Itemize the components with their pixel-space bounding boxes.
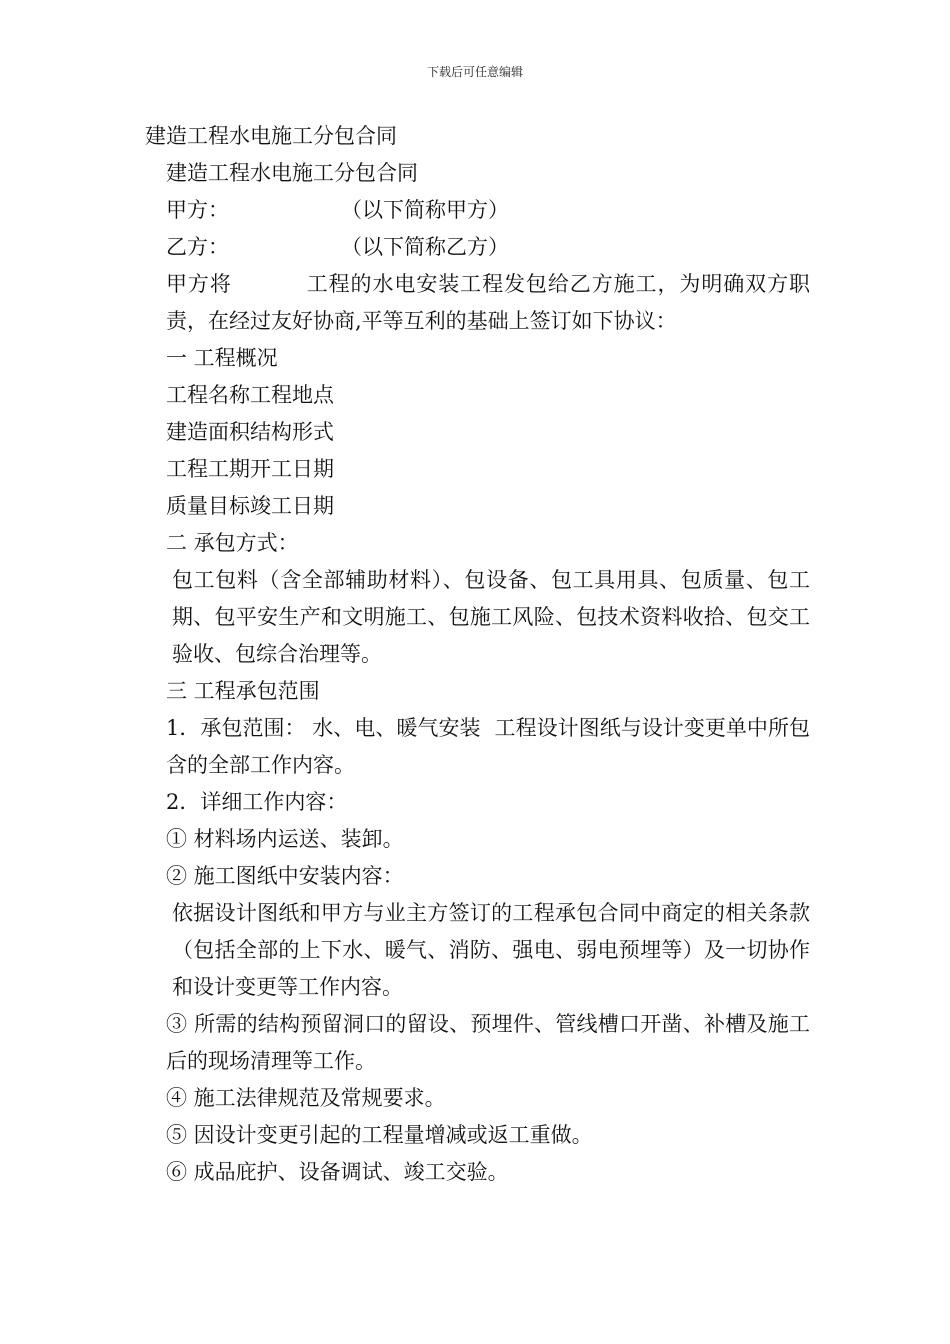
item-1-paragraph bbox=[145, 710, 810, 784]
contract-title: 建造工程水电施工分包合同 bbox=[166, 161, 418, 185]
intro-lead: 甲方将 bbox=[166, 272, 232, 296]
section-2-body: 包工包料（含全部辅助材料）、包设备、包工具用具、包质量、包工期、包平安生产和文明施工、包施工风险、包技术资料收拾、包交工验收、包综合治理等。 bbox=[172, 568, 810, 666]
overview-line-2: 建造面积结构形式 bbox=[166, 420, 334, 444]
party-a-label: 甲方： bbox=[166, 198, 229, 222]
party-a-note: （以下简称甲方） bbox=[341, 198, 509, 222]
section-1-heading: 一 工程概况 bbox=[166, 346, 278, 370]
overview-line-4: 质量目标竣工日期 bbox=[166, 494, 334, 518]
page-header-note: 下载后可任意编辑 bbox=[426, 65, 523, 79]
document-body bbox=[145, 118, 810, 1191]
party-b-note: （以下简称乙方） bbox=[341, 235, 509, 259]
overview-line-3: 工程工期开工日期 bbox=[166, 457, 334, 481]
intro-rest: 工程的水电安装工程发包给乙方施工，为明确双方职责，在经过友好协商,平等互利的基础上签订如下协议： bbox=[166, 272, 811, 333]
sub-item-2: ② 施工图纸中安装内容： bbox=[166, 864, 404, 888]
intro-paragraph bbox=[145, 266, 810, 340]
item-2-heading: 2．详细工作内容： bbox=[166, 790, 348, 814]
sub-item-3: ③ 所需的结构预留洞口的留设、预埋件、管线槽口开凿、补槽及施工后的现场清理等工作。 bbox=[166, 1012, 810, 1073]
sub-item-5: ⑤ 因设计变更引起的工程量增减或返工重做。 bbox=[166, 1123, 593, 1147]
overview-line-1: 工程名称工程地点 bbox=[166, 383, 334, 407]
sub-item-6: ⑥ 成品庇护、设备调试、竣工交验。 bbox=[166, 1160, 509, 1184]
party-b-line bbox=[145, 229, 810, 266]
party-a-line bbox=[145, 192, 810, 229]
section-2-heading: 二 承包方式： bbox=[166, 531, 299, 555]
section-3-heading: 三 工程承包范围 bbox=[166, 679, 320, 703]
party-b-label: 乙方： bbox=[166, 235, 229, 259]
document-title: 建造工程水电施工分包合同 bbox=[145, 124, 397, 148]
sub-item-1: ① 材料场内运送、装卸。 bbox=[166, 827, 404, 851]
sub-item-4: ④ 施工法律规范及常规要求。 bbox=[166, 1086, 446, 1110]
item-1-lead: 1．承包范围： 水、电、暖气安装 bbox=[166, 716, 481, 740]
sub-item-2-body: 依据设计图纸和甲方与业主方签订的工程承包合同中商定的相关条款（包括全部的上下水、暖气、消防、强电、弱电预埋等）及一切协作和设计变更等工作内容。 bbox=[172, 901, 810, 999]
item-1-rest: 工程设计图纸与设计变更单中所包含的全部工作内容。 bbox=[166, 716, 810, 777]
